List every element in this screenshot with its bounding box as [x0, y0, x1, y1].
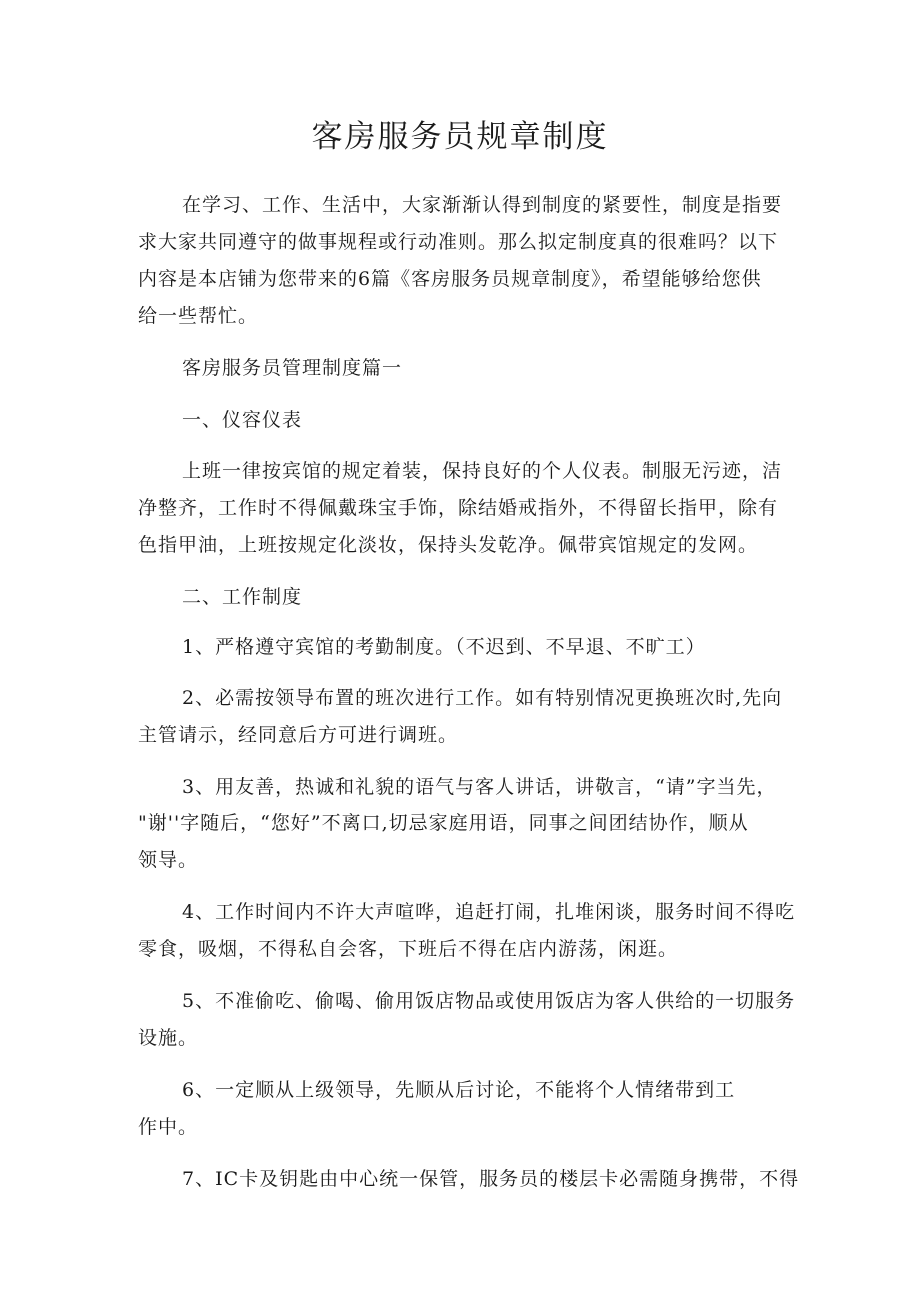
- intro-line: 在学习、工作、生活中，大家渐渐认得到制度的紧要性，制度是指要: [182, 194, 783, 216]
- section-heading: 客房服务员管理制度篇一: [182, 357, 403, 379]
- list-item-line: 4、工作时间内不许大声喧哗，追赶打闹，扎堆闲谈，服务时间不得吃: [182, 901, 796, 923]
- list-item-line: 3、用友善，热诚和礼貌的语气与客人讲话，讲敬言，“请”字当先，: [182, 776, 777, 798]
- list-item-line: 6、一定顺从上级领导，先顺从后讨论，不能将个人情绪带到工: [182, 1079, 736, 1101]
- list-item-line: 2、必需按领导布置的班次进行工作。如有特别情况更换班次时,先向: [182, 687, 783, 709]
- list-item-line: 作中。: [138, 1116, 199, 1138]
- list-item-line: 零食，吸烟，不得私自会客，下班后不得在店内游荡，闲逛。: [138, 938, 679, 960]
- list-item-line: "谢''字随后，“您好”不离口,切忌家庭用语，同事之间团结协作，顺从: [138, 812, 749, 834]
- part-heading: 二、工作制度: [182, 586, 303, 608]
- list-item-line: 主管请示，经同意后方可进行调班。: [138, 724, 459, 746]
- paragraph-line: 色指甲油，上班按规定化淡妆，保持头发乾净。佩带宾馆规定的发网。: [138, 534, 759, 556]
- paragraph-line: 上班一律按宾馆的规定着装，保持良好的个人仪表。制服无污迹，洁: [182, 460, 783, 482]
- intro-line: 内容是本店铺为您带来的6篇《客房服务员规章制度》，希望能够给您供: [138, 268, 762, 290]
- list-item-line: 7、IC卡及钥匙由中心统一保管，服务员的楼层卡必需随身携带，不得: [182, 1168, 800, 1190]
- part-heading: 一、仪容仪表: [182, 409, 303, 431]
- list-item-line: 1、严格遵守宾馆的考勤制度。（不迟到、不早退、不旷工）: [182, 636, 706, 658]
- list-item-line: 设施。: [138, 1027, 199, 1049]
- intro-line: 求大家共同遵守的做事规程或行动准则。那么拟定制度真的很难吗？以下: [138, 231, 779, 253]
- list-item-line: 5、不准偷吃、偷喝、偷用饭店物品或使用饭店为客人供给的一切服务: [182, 990, 796, 1012]
- page-title: 客房服务员规章制度: [311, 119, 609, 155]
- paragraph-line: 净整齐，工作时不得佩戴珠宝手饰，除结婚戒指外，不得留长指甲，除有: [138, 497, 779, 519]
- list-item-line: 领导。: [138, 849, 199, 871]
- intro-line: 给一些帮忙。: [138, 305, 259, 327]
